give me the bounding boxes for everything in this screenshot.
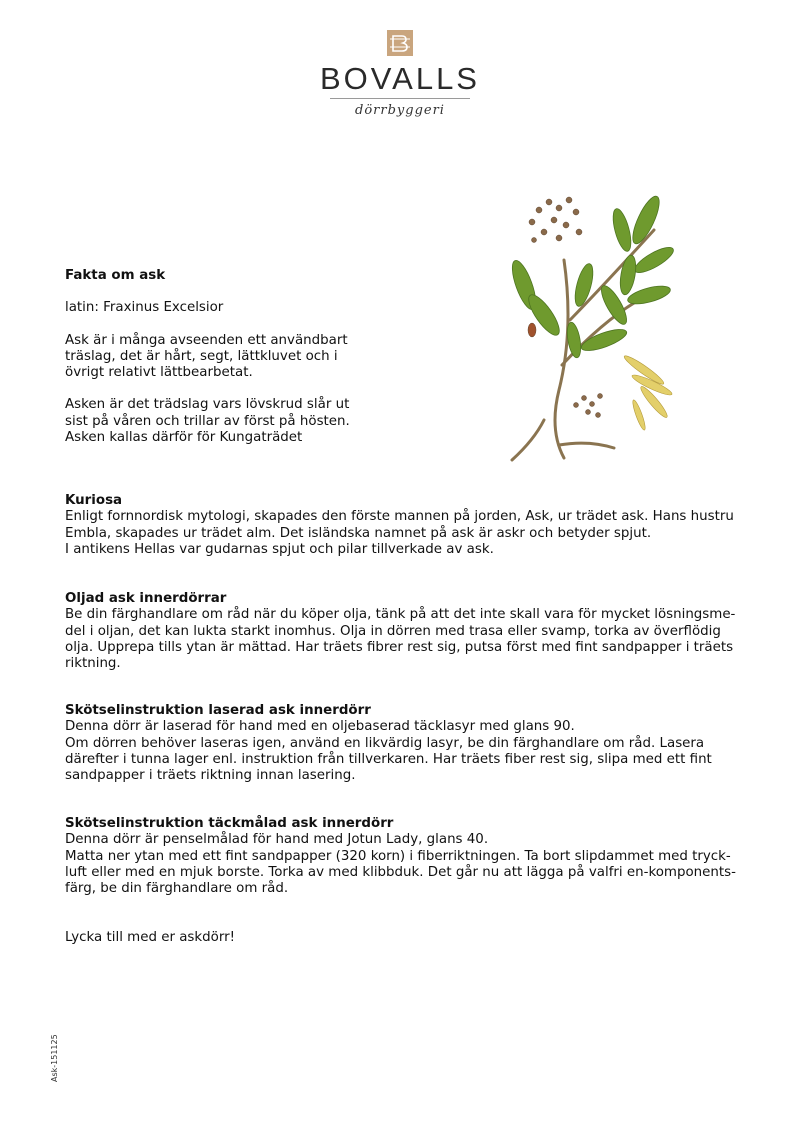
brand-subtitle: dörrbyggeri <box>355 103 445 118</box>
oljad-line: del i oljan, det kan lukta starkt inomhus. Olja in dörren med trasa eller svamp, torka av överflödig <box>65 623 721 639</box>
laserad-section <box>65 703 712 784</box>
document-code: Ask-151125 <box>50 1034 59 1082</box>
closing-text: Lycka till med er askdörr! <box>65 930 235 945</box>
kuriosa-section <box>65 493 734 558</box>
tackmalad-line: Denna dörr är penselmålad för hand med Jotun Lady, glans 40. <box>65 832 489 848</box>
fakta-heading: Fakta om ask <box>65 268 166 283</box>
kuriosa-heading: Kuriosa <box>65 493 123 508</box>
oljad-section <box>65 591 735 672</box>
kuriosa-line: Enligt fornnordisk mytologi, skapades den förste mannen på jorden, Ask, ur trädet ask. Hans hustru <box>65 509 734 525</box>
tackmalad-line: färg, be din färghandlare om råd. <box>65 881 289 897</box>
fakta-section <box>65 268 350 446</box>
fakta-p1-line: övrigt relativt lättbearbetat. <box>65 365 253 381</box>
oljad-line: riktning. <box>65 656 121 672</box>
tackmalad-section <box>65 816 736 897</box>
kuriosa-line: Embla, skapades ur trädet alm. Det isländska namnet på ask är askr och betyder spjut. <box>65 525 652 541</box>
laserad-line: därefter i tunna lager enl. instruktion från tillverkaren. Har träets fiber rest sig, slipa med ett fint <box>65 751 712 767</box>
latin-name: latin: Fraxinus Excelsior <box>65 300 224 316</box>
laserad-heading: Skötselinstruktion laserad ask innerdörr <box>65 703 371 718</box>
brand-name: BOVALLS <box>319 61 480 96</box>
ash-tree-illustration <box>504 190 674 465</box>
brand-divider <box>330 98 470 99</box>
tackmalad-line: luft eller med en mjuk borste. Torka av med klibbduk. Det går nu att lägga på valfri en-komponents- <box>65 864 736 880</box>
tackmalad-line: Matta ner ytan med ett fint sandpapper (320 korn) i fiberriktningen. Ta bort slipdammet med tryck- <box>65 848 731 864</box>
laserad-line: Denna dörr är laserad för hand med en oljebaserad täcklasyr med glans 90. <box>65 719 575 735</box>
laserad-line: Om dörren behöver laseras igen, använd en likvärdig lasyr, be din färghandlare om råd. Lasera <box>65 735 705 751</box>
oljad-heading: Oljad ask innerdörrar <box>65 591 227 606</box>
tackmalad-heading: Skötselinstruktion täckmålad ask innerdörr <box>65 816 394 831</box>
fakta-p2-line: Asken är det trädslag vars lövskrud slår ut <box>65 397 350 413</box>
fakta-p2-line: Asken kallas därför för Kungaträdet <box>65 430 303 446</box>
kuriosa-line: I antikens Hellas var gudarnas spjut och pilar tillverkade av ask. <box>65 541 494 557</box>
laserad-line: sandpapper i träets riktning innan lasering. <box>65 768 356 784</box>
fakta-p2-line: sist på våren och trillar av först på hösten. <box>65 413 350 429</box>
oljad-line: olja. Upprepa tills ytan är mättad. Har träets fibrer rest sig, putsa först med fint sandpapper i träets <box>65 639 734 655</box>
bovalls-logo-icon <box>387 30 413 56</box>
oljad-line: Be din färghandlare om råd när du köper olja, tänk på att det inte skall vara för mycket lösningsme- <box>65 607 736 623</box>
brand-logo <box>0 30 800 118</box>
closing-section <box>65 930 235 946</box>
fakta-p1-line: träslag, det är hårt, segt, lättkluvet och i <box>65 348 338 364</box>
fakta-p1-line: Ask är i många avseenden ett användbart <box>65 332 348 348</box>
